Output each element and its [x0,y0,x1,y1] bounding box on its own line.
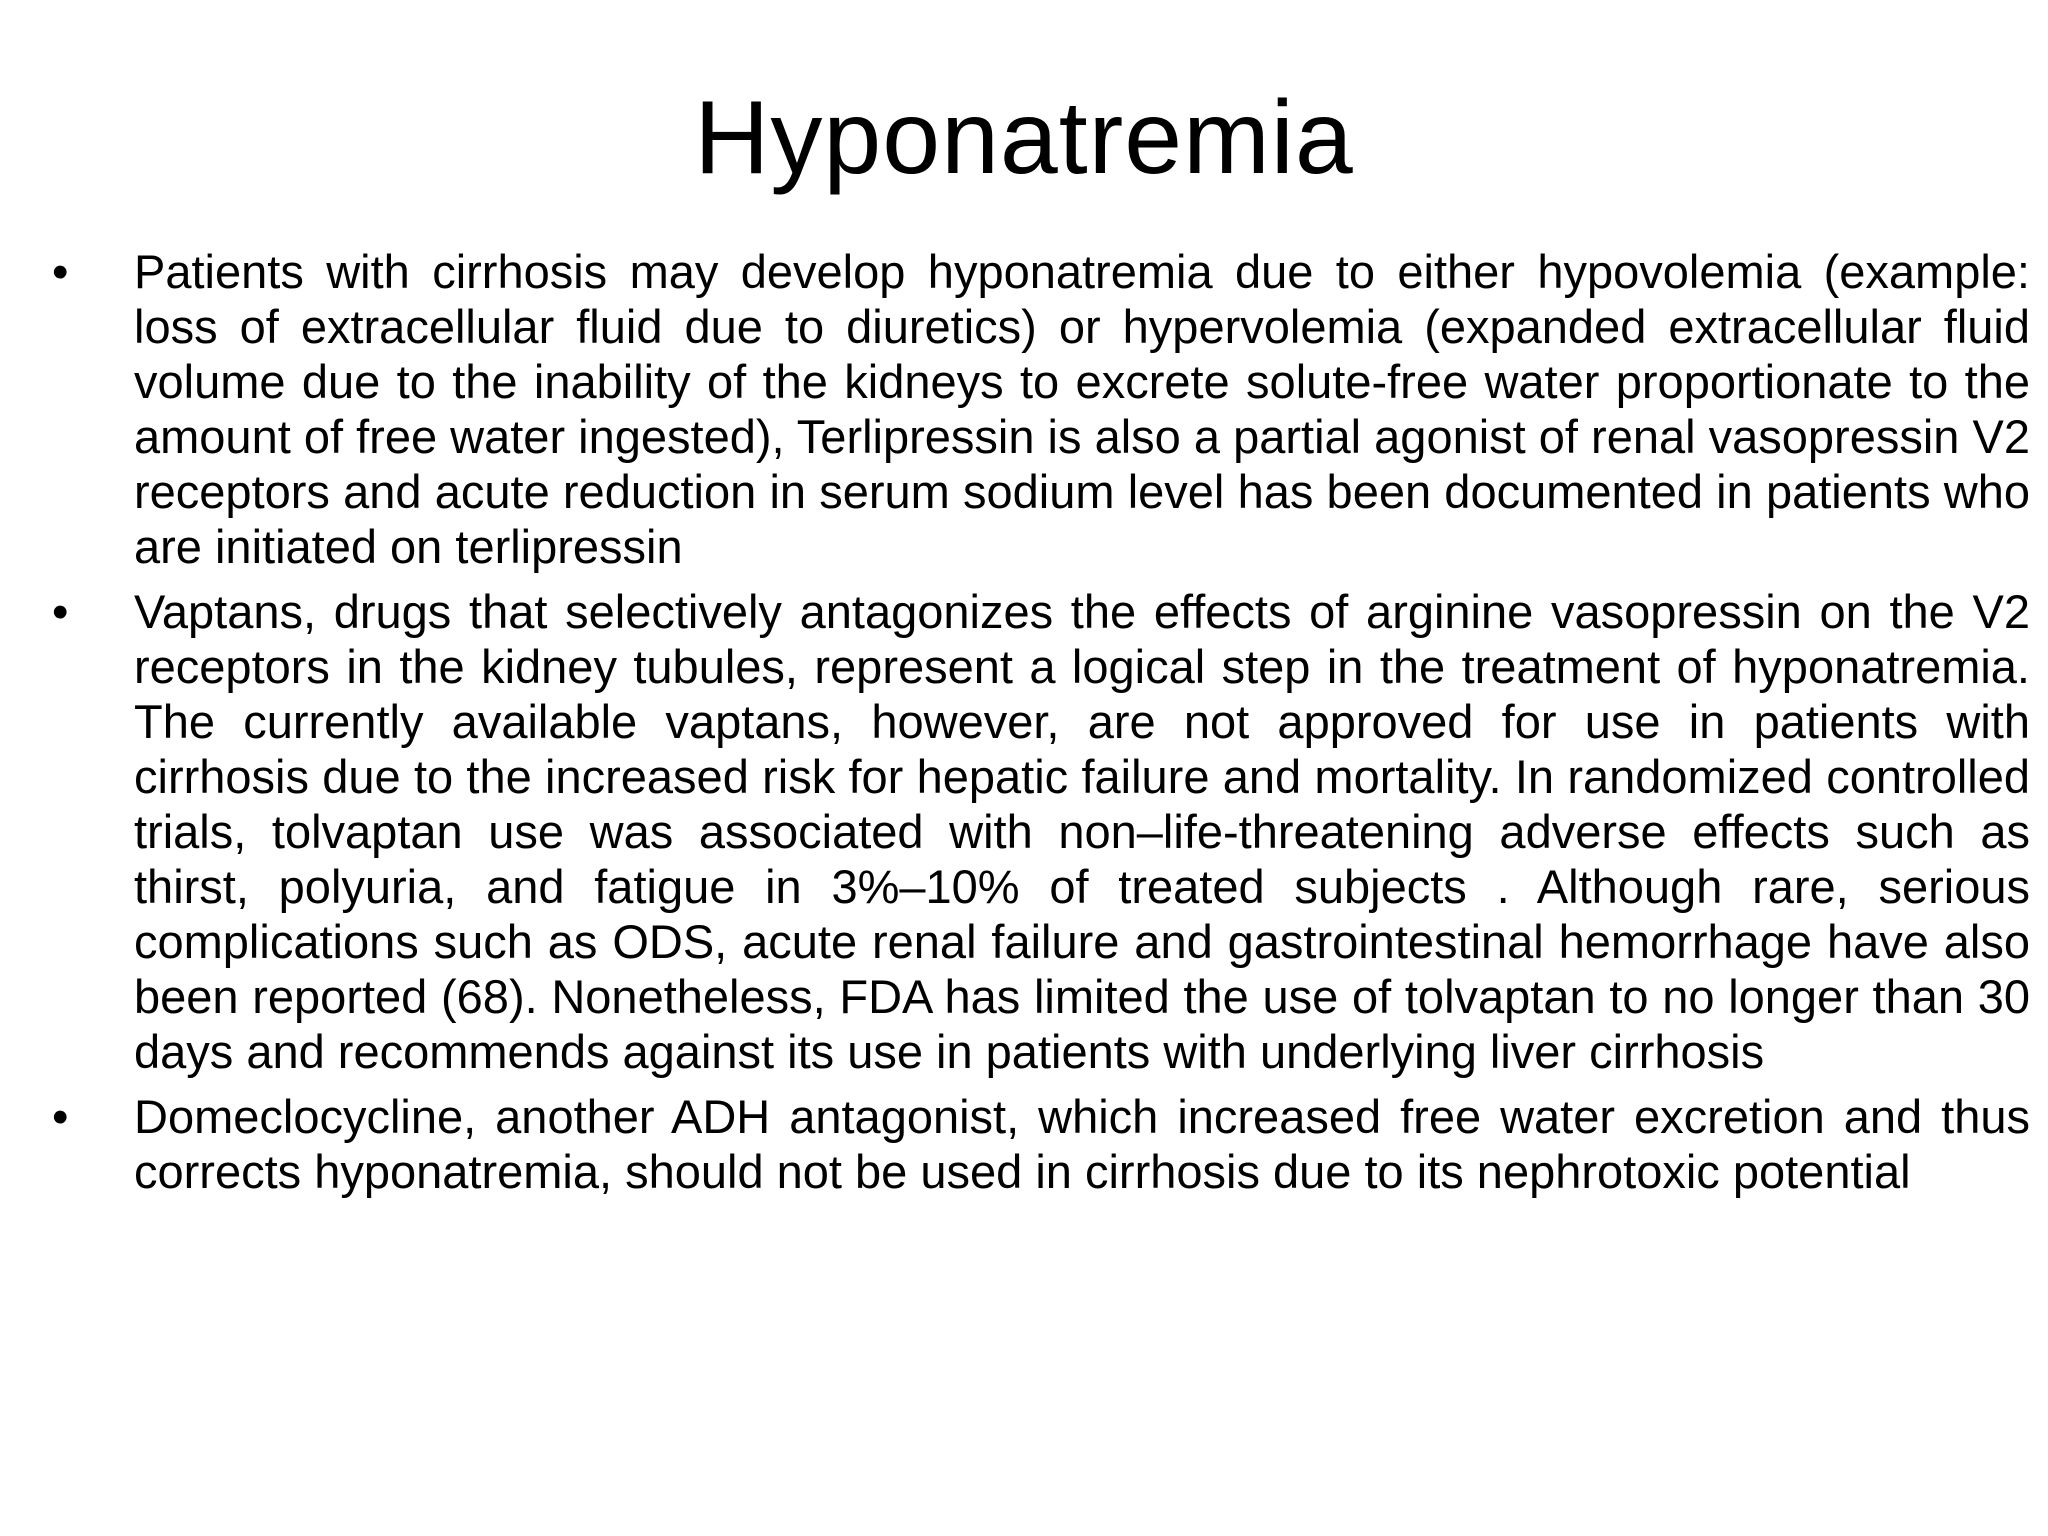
bullet-marker: • [52,1090,69,1143]
bullet-text: Patients with cirrhosis may develop hyponatremia due to either hypovolemia (example: loss of extracellular fluid due to diuretics) or hypervolemia (expanded extracellular fluid volume due to the inability of the kidneys to excrete solute-free water proportionate to the amount of free water ingested), Terlipressin is also a partial agonist of renal vasopressin V2 receptors and acute reduction in serum sodium level has been documented in patients who are initiated on terlipressin [134,245,2030,573]
bullet-text: Vaptans, drugs that selectively antagonizes the effects of arginine vasopressin on the V2 receptors in the kidney tubules, represent a logical step in the treatment of hyponatremia. The currently available vaptans, however, are not approved for use in patients with cirrhosis due to the increased risk for hepatic failure and mortality. In randomized controlled trials, tolvaptan use was associated with non–life-threatening adverse effects such as thirst, polyuria, and fatigue in 3%–10% of treated subjects . Although rare, serious complications such as ODS, acute renal failure and gastrointestinal hemorrhage have also been reported (68). Nonetheless, FDA has limited the use of tolvaptan to no longer than 30 days and recommends against its use in patients with underlying liver cirrhosis [134,585,2030,1078]
bullet-marker: • [52,585,69,638]
bullet-text: Domeclocycline, another ADH antagonist, which increased free water excretion and thus corrects hyponatremia, should not be used in cirrhosis due to its nephrotoxic potential [134,1090,2030,1198]
bullet-marker: • [52,245,69,298]
slide-title: Hyponatremia [694,80,1354,196]
bullet-item [52,244,2030,574]
bullet-item [52,1089,2030,1199]
bullet-item [52,584,2030,1079]
bullet-list [52,244,2030,1209]
